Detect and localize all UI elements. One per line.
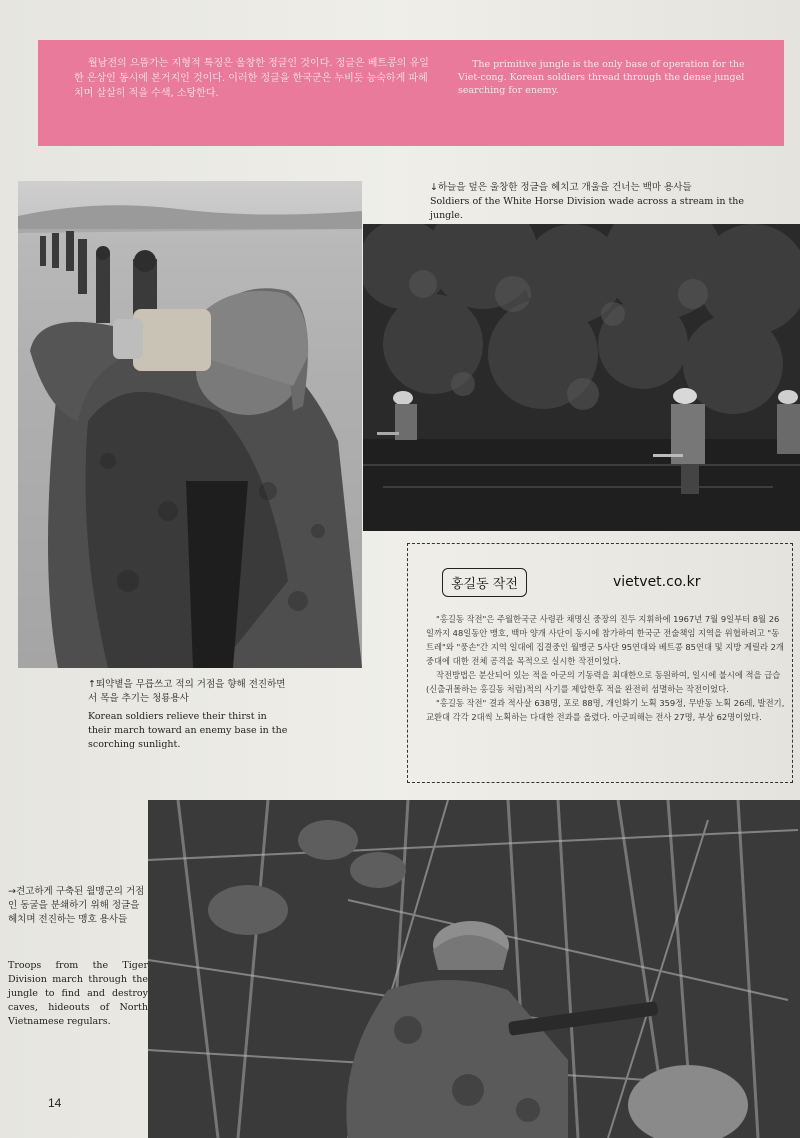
caption-tiger-korean: →견고하게 구축된 월맹군의 거점인 동굴을 분쇄하기 위해 정글을 헤치며 전진하는 맹호 용사들 bbox=[8, 886, 145, 925]
photo-jungle-advance bbox=[148, 800, 800, 1138]
article-box bbox=[407, 543, 793, 783]
caption-drinking-photo bbox=[88, 678, 288, 752]
article-body bbox=[426, 612, 786, 724]
article-paragraph: "홍길동 작전"은 주월한국군 사령관 채명신 중장의 진두 지휘하에 1967년 7월 9일부터 8월 26일까지 48일동안 맹호, 백마 양개 사단이 동시에 참가하여 한국군 전술책임 지역을 위협하려고 "동트레"와 "풍손"간 지역 일대에 집결중인 월맹군 5사단 95연대와 베트콩 85연대 및 지방 게릴라 2개중대에 대한 전체 공격을 목적으로 실시한 작전이었다. bbox=[426, 614, 784, 666]
caption-tiger-english: Troops from the Tiger Division march through the jungle to find and destroy caves, hideouts of North Vietnamese regulars. bbox=[8, 960, 148, 1027]
article-paragraph: "홍길동 작전" 결과 적사살 638명, 포로 88명, 개인화기 노획 359정, 무반동 노획 26레, 발전기, 교환대 각각 2대씩 노획하는 다대한 전과를 올렸다. 아군피해는 전사 27명, 부상 62명이었다. bbox=[426, 698, 785, 722]
article-title: 홍길동 작전 bbox=[442, 568, 527, 597]
caption-drinking-english: Korean soldiers relieve their thirst in their march toward an enemy base in the scorching sunlight. bbox=[88, 711, 288, 750]
intro-banner bbox=[38, 40, 784, 146]
photo-stream-crossing bbox=[363, 224, 800, 531]
photo-soldier-drinking bbox=[18, 181, 362, 668]
caption-stream-photo bbox=[430, 181, 760, 223]
page-number: 14 bbox=[48, 1096, 62, 1110]
article-paragraph: 작전방법은 분산되어 있는 적을 아군의 기동력을 최대한으로 동원하여, 일시에 불시에 적을 급습(신출귀몰하는 홍길동 처럼)적의 사기를 제압한후 적을 완전히 섬멸하는 작전이었다. bbox=[426, 670, 781, 694]
banner-korean-text: 월남전의 으뜸가는 지형적 특징은 울창한 정글인 것이다. 정글은 베트콩의 유일한 은상인 동시에 본거지인 것이다. 이러한 정글을 한국군은 누비듯 능숙하게 파헤치며 살살히 적을 수색, 소탕한다. bbox=[74, 58, 429, 99]
watermark-text: vietvet.co.kr bbox=[613, 574, 701, 590]
caption-stream-korean: ↓하늘을 덮은 울창한 정글을 헤치고 개울을 건너는 백마 용사들 bbox=[430, 182, 692, 193]
caption-tiger-photo bbox=[8, 885, 148, 1029]
caption-drinking-korean: ↑뙤약볕을 무릅쓰고 적의 거점을 향해 전진하면서 목을 추기는 청룡용사 bbox=[88, 679, 286, 704]
caption-stream-english: Soldiers of the White Horse Division wade across a stream in the jungle. bbox=[430, 196, 745, 221]
banner-english-text: The primitive jungle is the only base of operation for the Viet-cong. Korean soldiers thread through the dense jungel searching for enemy. bbox=[458, 59, 745, 96]
